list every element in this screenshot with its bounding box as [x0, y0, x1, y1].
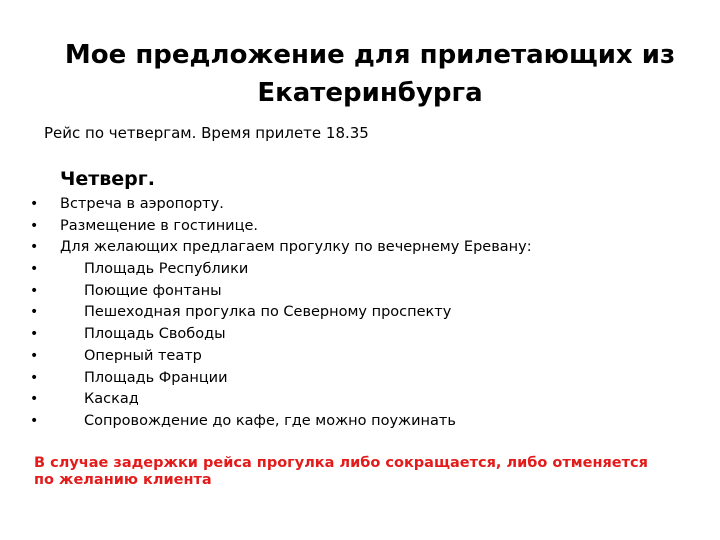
bullet-icon: •	[30, 347, 39, 364]
list-item-text: Пешеходная прогулка по Северному проспекту	[84, 304, 452, 321]
list-item-text: Сопровождение до кафе, где можно поужинать	[84, 412, 456, 429]
list-item-text: Для желающих предлагаем прогулку по вечернему Еревану:	[60, 239, 532, 256]
list-item-text: Площадь Франции	[84, 369, 228, 386]
bullet-icon: •	[30, 412, 39, 429]
list-item-text: Оперный театр	[84, 347, 202, 364]
bullet-icon: •	[30, 304, 39, 321]
list-item-text: Поющие фонтаны	[84, 282, 222, 299]
list-item-text: Каскад	[84, 391, 139, 408]
slide-subtitle: Рейс по четвергам. Время прилете 18.35	[44, 124, 369, 142]
bullet-icon: •	[30, 217, 39, 234]
list-item-text: Площадь Республики	[84, 261, 249, 278]
list-item-text: Площадь Свободы	[84, 326, 226, 343]
list-item-text: Встреча в аэропорту.	[60, 196, 224, 212]
bullet-icon: •	[30, 196, 39, 212]
day-heading: Четверг.	[60, 168, 155, 190]
bullet-icon: •	[30, 261, 39, 278]
bullet-icon: •	[30, 239, 39, 256]
bullet-icon: •	[30, 326, 39, 343]
bullet-icon: •	[30, 391, 39, 408]
bullet-icon: •	[30, 369, 39, 386]
slide-title: Мое предложение для прилетающих из Екатеринбурга	[64, 40, 676, 108]
list-item-text: Размещение в гостинице.	[60, 217, 259, 234]
bullet-icon: •	[30, 282, 39, 299]
delay-note: В случае задержки рейса прогулка либо сокращается, либо отменяется по желанию клиента	[34, 455, 648, 488]
